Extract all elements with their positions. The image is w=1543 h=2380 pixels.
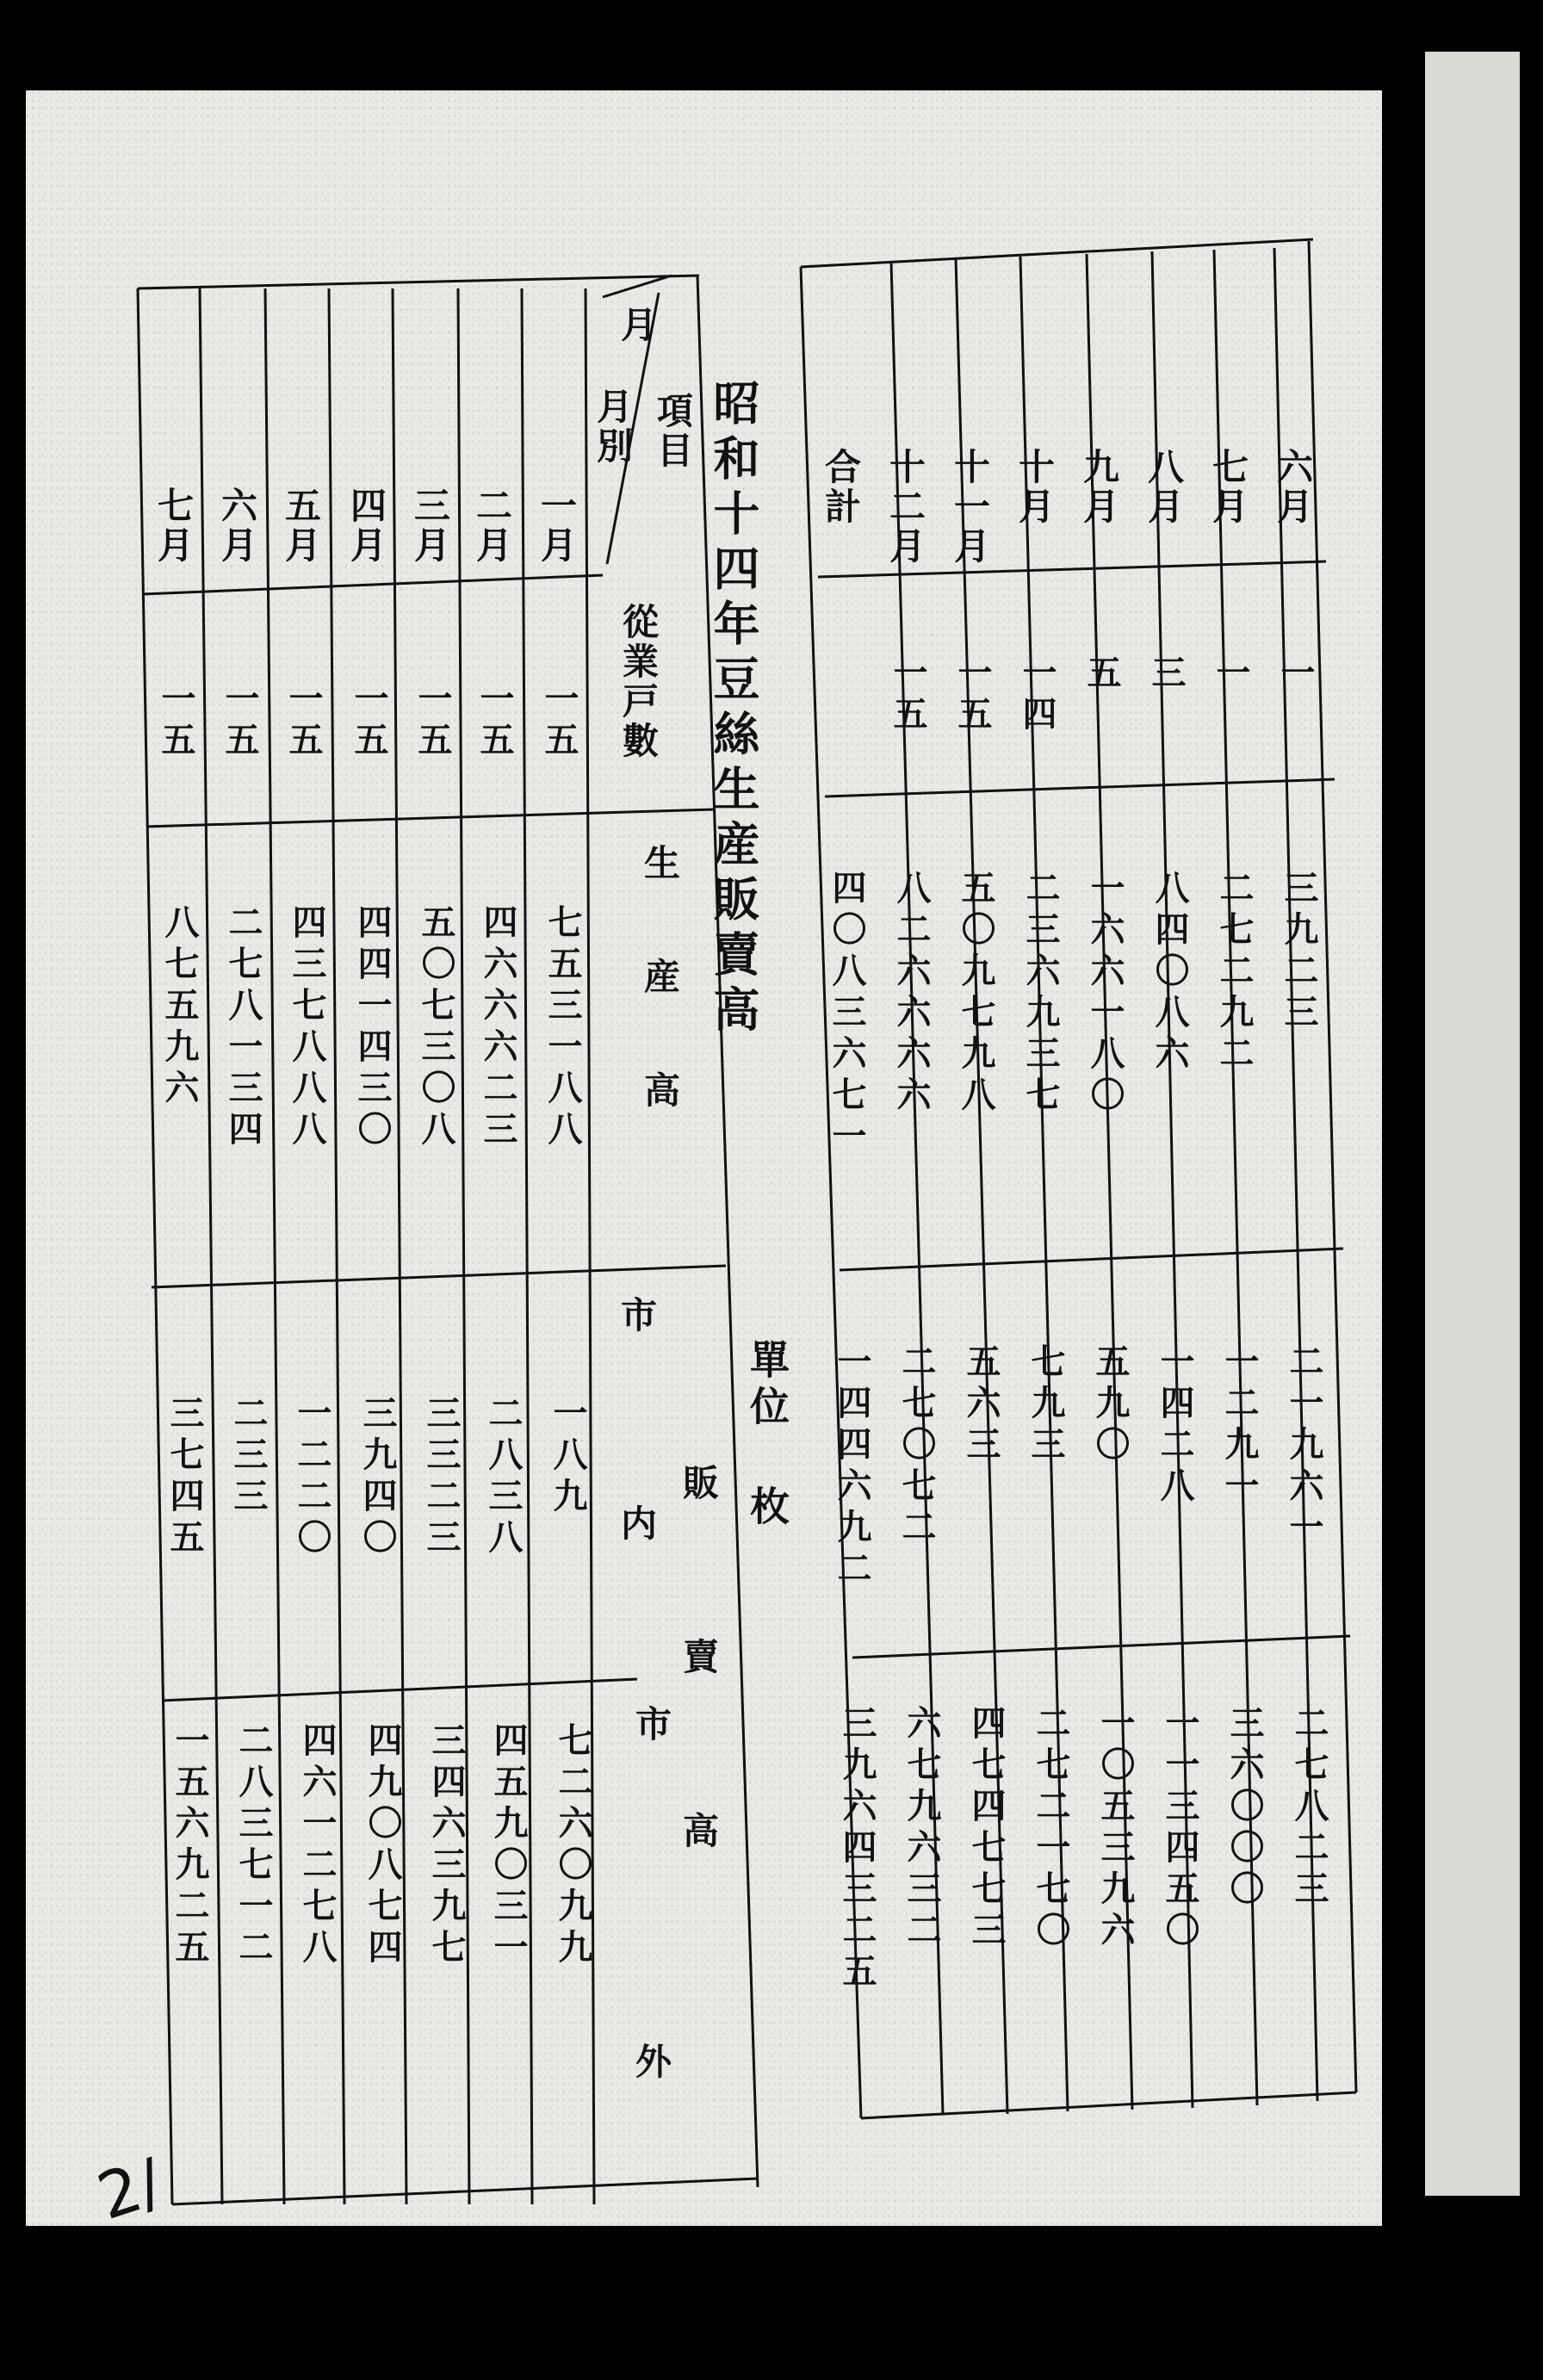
header-outside: 市外 — [630, 1705, 672, 2380]
left-row-domestic-cell: 二一九六一 — [1284, 1343, 1324, 1550]
left-row-domestic-cell: 一四二八 — [1155, 1343, 1195, 1509]
left-row-outside-cell: 一一三四五〇 — [1160, 1705, 1200, 1953]
right-row-outside-cell: 四六一二七八 — [297, 1722, 338, 1970]
right-row-domestic-cell: 三七四五 — [164, 1395, 205, 1560]
right-row-outside-cell: 四五九〇三一 — [488, 1722, 529, 1970]
left-row-production-cell: 八四〇八六 — [1150, 870, 1190, 1076]
left-row-production-cell: 四〇八三六七一 — [827, 870, 867, 1159]
header-domestic: 市内 — [616, 1296, 658, 1713]
header-employees: 從業戸數 — [617, 603, 660, 761]
right-row-domestic-cell: 一八九 — [548, 1395, 588, 1519]
header-month: 月 — [616, 306, 658, 345]
right-row-production-cell: 四三七八八八 — [287, 904, 327, 1152]
right-row-employees-cell: 一五 — [220, 680, 260, 763]
right-row-month-cell: 七月 — [152, 487, 195, 566]
right-row-month-cell: 二月 — [471, 487, 513, 566]
right-row-outside-cell: 四九〇八七四 — [363, 1722, 403, 1970]
right-row-outside-cell: 一五六九二五 — [170, 1722, 210, 1970]
left-row-employees-cell: 一 — [1275, 654, 1316, 696]
right-row-production-cell: 五〇七三〇八 — [416, 904, 456, 1152]
left-row-domestic-cell: 一二九一 — [1219, 1343, 1260, 1509]
right-row-domestic-cell: 一二二〇 — [292, 1395, 332, 1560]
right-row-employees-cell: 一五 — [474, 680, 515, 763]
right-row-employees-cell: 一五 — [412, 680, 453, 763]
left-row-employees-cell: 一 — [1211, 654, 1251, 696]
right-row-employees-cell: 一五 — [283, 680, 324, 763]
page-title: 昭和十四年豆絲生産販賣高 — [706, 379, 761, 1040]
header-item: 項目 — [652, 392, 694, 471]
left-row-production-cell: 三九二三 — [1279, 870, 1319, 1035]
right-row-production-cell: 八七五九六 — [159, 904, 200, 1111]
right-row-outside-cell: 七二六〇九九 — [553, 1722, 593, 1970]
right-row-month-cell: 六月 — [216, 487, 258, 566]
left-row-month-cell: 十二月 — [884, 448, 926, 567]
right-row-domestic-cell: 三三二三 — [421, 1395, 462, 1560]
left-row-outside-cell: 二七八二三 — [1289, 1705, 1329, 1912]
left-row-domestic-cell: 五九〇 — [1090, 1343, 1131, 1467]
header-sales: 販賣高 — [678, 1464, 720, 1986]
right-row-production-cell: 七五三一八八 — [542, 904, 583, 1152]
left-row-employees-cell: 一四 — [1017, 654, 1057, 737]
left-row-production-cell: 二三六九三七 — [1020, 870, 1061, 1118]
left-row-month-cell: 十月 — [1013, 448, 1056, 527]
left-row-production-cell: 八二六六六六 — [891, 870, 932, 1118]
right-row-domestic-cell: 三九四〇 — [357, 1395, 398, 1560]
right-row-outside-cell: 二八三七一二 — [233, 1722, 274, 1970]
left-row-production-cell: 二七二九二 — [1214, 870, 1255, 1076]
left-row-production-cell: 五〇九七九八 — [956, 870, 996, 1118]
left-row-outside-cell: 二七二一七〇 — [1031, 1705, 1071, 1953]
right-row-employees-cell: 一五 — [156, 680, 196, 763]
left-row-employees-cell: 五 — [1081, 654, 1122, 696]
left-row-outside-cell: 四七四七七三 — [966, 1705, 1007, 1953]
right-row-outside-cell: 三四六三九七 — [426, 1722, 467, 1970]
left-row-employees-cell: 一五 — [952, 654, 993, 737]
left-row-employees-cell: 一五 — [888, 654, 928, 737]
left-row-domestic-cell: 五六三 — [961, 1343, 1001, 1467]
left-row-outside-cell: 三九六四三二五 — [837, 1705, 877, 1994]
right-row-employees-cell: 一五 — [349, 680, 389, 763]
left-row-outside-cell: 六七九六三二 — [902, 1705, 942, 1953]
right-row-production-cell: 二七八一三四 — [223, 904, 263, 1152]
left-row-outside-cell: 一〇五三九六 — [1095, 1705, 1136, 1953]
left-row-domestic-cell: 一四四六九二 — [832, 1343, 872, 1591]
left-row-month-cell: 七月 — [1207, 448, 1249, 527]
right-row-production-cell: 四六六六二三 — [478, 904, 518, 1152]
page-number: 2/ — [89, 2144, 171, 2235]
right-row-month-cell: 四月 — [345, 487, 387, 566]
header-production: 生産高 — [639, 844, 681, 1185]
right-row-month-cell: 一月 — [536, 487, 578, 566]
right-row-domestic-cell: 二三三 — [228, 1395, 269, 1519]
left-row-month-cell: 六月 — [1272, 448, 1314, 527]
right-row-employees-cell: 一五 — [539, 680, 579, 763]
unit-label: 單位 枚 — [744, 1339, 790, 1532]
left-row-month-cell: 十一月 — [949, 448, 991, 567]
left-row-domestic-cell: 二七〇七二 — [896, 1343, 937, 1550]
left-row-month-cell: 八月 — [1143, 448, 1185, 527]
header-month-col: 月別 — [592, 387, 634, 467]
left-row-month-cell: 合計 — [820, 448, 862, 527]
left-row-production-cell: 一六六一八〇 — [1085, 870, 1125, 1118]
right-row-domestic-cell: 二八三八 — [483, 1395, 524, 1560]
left-row-month-cell: 九月 — [1078, 448, 1120, 527]
right-row-production-cell: 四四一四三〇 — [352, 904, 393, 1152]
left-row-outside-cell: 三六〇〇〇 — [1224, 1705, 1265, 1912]
left-row-employees-cell: 三 — [1146, 654, 1187, 696]
right-row-month-cell: 五月 — [280, 487, 322, 566]
left-row-domestic-cell: 七九三 — [1026, 1343, 1066, 1467]
right-row-month-cell: 三月 — [409, 487, 451, 566]
